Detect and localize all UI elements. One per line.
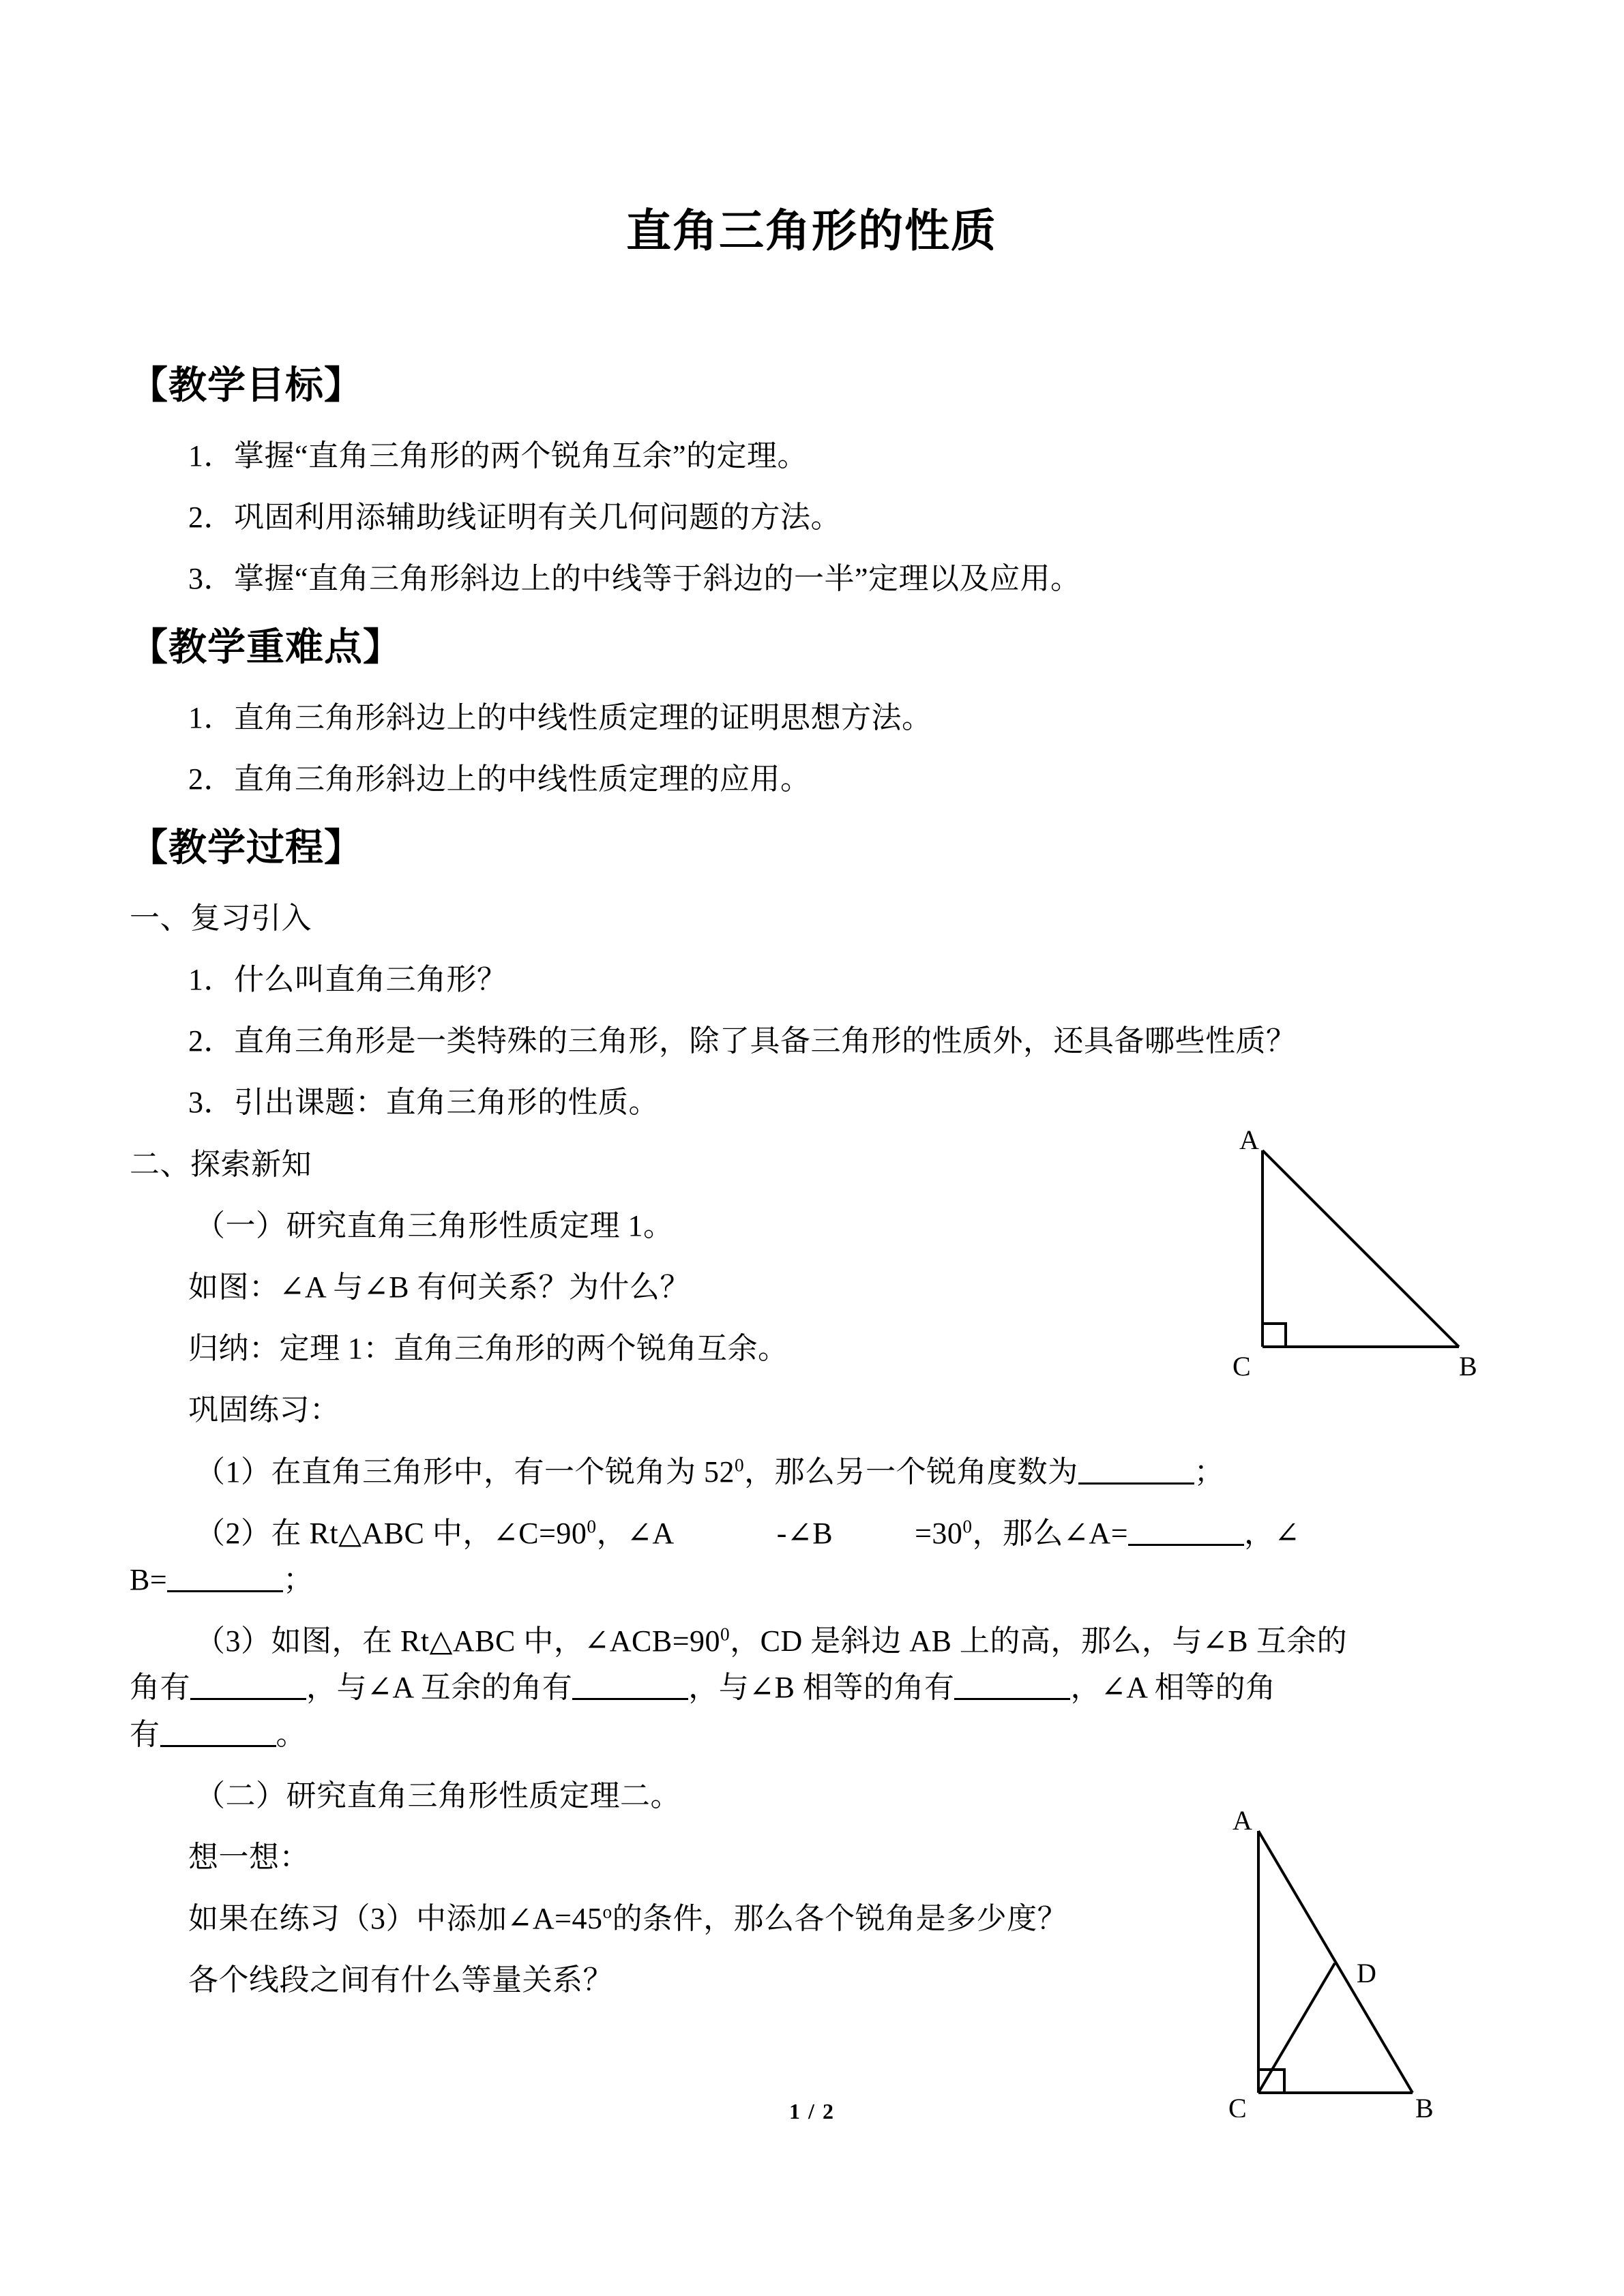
q1-text-prefix: （1）在直角三角形中，有一个锐角为 52	[195, 1455, 735, 1489]
practice-question-3-line-3	[130, 1712, 1494, 1758]
q1-answer-blank[interactable]	[1078, 1452, 1194, 1485]
sub-one-label: （一）研究直角三角形性质定理 1。	[195, 1208, 674, 1242]
q2-degree-superscript-2: 0	[962, 1516, 973, 1537]
review-item-1: 1．什么叫直角三角形？	[188, 963, 507, 997]
segment-cd	[1258, 1963, 1335, 2093]
section-heading-key-difficulties: 【教学重难点】	[130, 627, 402, 670]
vertex-label-b: B	[1415, 2093, 1434, 2117]
practice-question-3-line-1	[130, 1618, 1494, 1665]
practice-question-1	[130, 1449, 1494, 1495]
q3-answer-blank-3[interactable]	[954, 1668, 1070, 1700]
key-difficulty-item-2: 2．直角三角形斜边上的中线性质定理的应用。	[188, 762, 811, 796]
process-part-one-label: 一、复习引入	[130, 901, 312, 935]
section-heading-objectives: 【教学目标】	[130, 365, 363, 408]
practice-question-2-line-2	[130, 1557, 1494, 1603]
figure-triangle-abc	[1197, 1122, 1483, 1395]
review-item-3: 3．引出课题：直角三角形的性质。	[188, 1086, 659, 1120]
process-part-two-label: 二、探索新知	[130, 1147, 312, 1181]
objective-item-2: 2．巩固利用添辅助线证明有关几何问题的方法。	[188, 500, 841, 534]
q1-text-middle: ，那么另一个锐角度数为	[744, 1455, 1078, 1489]
page-title: 直角三角形的性质	[626, 207, 997, 256]
q3-text-p5: ，与∠B 相等的角有	[688, 1671, 955, 1705]
q3-answer-blank-4[interactable]	[160, 1715, 276, 1747]
key-difficulty-item-1: 1．直角三角形斜边上的中线性质定理的证明思想方法。	[188, 700, 932, 734]
q3-answer-blank-2[interactable]	[572, 1668, 688, 1700]
q3-text-p7: 有	[130, 1717, 160, 1751]
q3-text-p3: 角有	[130, 1671, 190, 1705]
figure-question: 如图：∠A 与∠B 有何关系？为什么？	[188, 1270, 690, 1304]
q2-text-p3: -∠B	[776, 1516, 833, 1550]
vertex-label-c: C	[1228, 2093, 1247, 2117]
segment-ab	[1263, 1150, 1459, 1347]
q3-text-p4: ，与∠A 互余的角有	[306, 1671, 573, 1705]
practice-question-3-line-2	[130, 1665, 1494, 1711]
vertex-label-a: A	[1239, 1124, 1259, 1155]
q2-text-p5: ，那么∠A=	[972, 1516, 1129, 1550]
vertex-label-d: D	[1357, 1958, 1376, 1988]
q2-text-p2: ，∠A	[596, 1516, 675, 1550]
think-line1-a: 如果在练习（3）中添加∠A=45	[188, 1902, 603, 1936]
q2-degree-superscript-1: 0	[587, 1516, 597, 1537]
q2-text-p6: ，∠	[1244, 1516, 1300, 1550]
sub-two-label: （二）研究直角三角形性质定理二。	[195, 1778, 681, 1813]
q2-line2-suffix: ；	[283, 1562, 314, 1596]
q1-degree-superscript: 0	[735, 1454, 745, 1475]
think-label: 想一想：	[188, 1840, 310, 1874]
objective-item-3: 3．掌握“直角三角形斜边上的中线等于斜边的一半”定理以及应用。	[188, 562, 1081, 596]
think-line1-b: 的条件，那么各个锐角是多少度？	[612, 1902, 1068, 1936]
practice-label: 巩固练习：	[188, 1393, 340, 1427]
q2-answer-blank-b[interactable]	[167, 1560, 283, 1592]
triangle-abc-svg	[1197, 1122, 1483, 1395]
figure-triangle-abc-cd	[1190, 1804, 1483, 2117]
vertex-label-b: B	[1459, 1351, 1477, 1382]
document-body	[130, 0, 1494, 2003]
q3-answer-blank-1[interactable]	[190, 1668, 306, 1700]
think-degree-superscript: o	[602, 1901, 612, 1922]
vertex-label-c: C	[1232, 1351, 1251, 1382]
page-footer: 1 / 2	[789, 2099, 835, 2123]
q2-answer-blank-a[interactable]	[1128, 1514, 1244, 1546]
q2-text-p1: （2）在 Rt△ABC 中，∠C=90	[195, 1516, 587, 1550]
q3-text-p8: 。	[276, 1717, 306, 1751]
q3-degree-superscript: 0	[720, 1624, 730, 1645]
section-heading-process: 【教学过程】	[130, 827, 363, 870]
q3-text-p1: （3）如图，在 Rt△ABC 中，∠ACB=90	[195, 1624, 721, 1658]
q3-text-p2: ，CD 是斜边 AB 上的高，那么，与∠B 互余的	[730, 1624, 1348, 1658]
q1-text-suffix: ；	[1194, 1455, 1225, 1489]
q2-line2-prefix: B=	[130, 1562, 168, 1596]
practice-question-2-line-1	[130, 1510, 1494, 1557]
right-angle-marker-c	[1263, 1324, 1286, 1347]
q2-text-p4: =30	[915, 1516, 963, 1550]
review-item-2: 2．直角三角形是一类特殊的三角形，除了具备三角形的性质外，还具备哪些性质？	[188, 1024, 1297, 1058]
q3-text-p6: ，∠A 相等的角	[1070, 1671, 1276, 1705]
think-line-2: 各个线段之间有什么等量关系？	[188, 1963, 613, 1997]
theorem-one-conclusion: 归纳：定理 1：直角三角形的两个锐角互余。	[188, 1332, 788, 1366]
vertex-label-a: A	[1232, 1805, 1252, 1836]
objective-item-1: 1．掌握“直角三角形的两个锐角互余”的定理。	[188, 438, 808, 473]
triangle-abc-cd-svg	[1190, 1804, 1483, 2117]
